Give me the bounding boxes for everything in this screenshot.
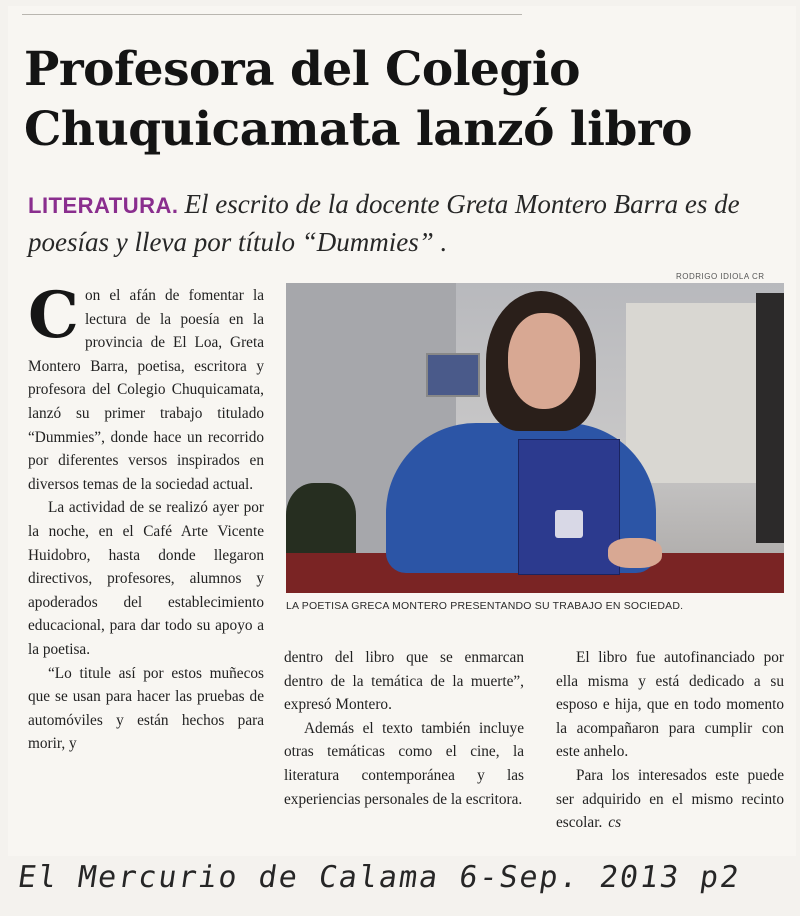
photo-caption: LA POETISA GRECA MONTERO PRESENTANDO SU TRABAJO EN SOCIEDAD. xyxy=(286,600,684,612)
col1-p1-text: on el afán de fomentar la lectura de la poesía en la provincia de El Loa, Greta Montero Barra, poetisa, escritora y profesora del Colegio Chuquicamata, lanzó su primer trabajo titulado “Dummies”, donde hace un recorrido por diferentes versos inspirados en diversos temas de la sociedad actual. xyxy=(28,287,264,493)
dropcap: C xyxy=(28,278,79,353)
column-2 xyxy=(284,646,524,811)
column-3 xyxy=(556,646,784,835)
photo-person-face xyxy=(508,313,580,409)
photo-window xyxy=(626,303,776,483)
deck-text: El escrito de la docente Greta Montero Barra es de poesías y lleva por título “Dummies” . xyxy=(28,189,740,257)
author-initials: cs xyxy=(608,814,622,832)
col3-paragraph-2 xyxy=(556,764,784,835)
col1-paragraph-3: “Lo titule así por estos muñecos que se usan para hacer las pruebas de automóviles y están hechos para morir, y xyxy=(28,664,264,753)
deck xyxy=(28,186,788,261)
top-rule xyxy=(22,14,522,15)
col3-paragraph-1: El libro fue autofinanciado por ella misma y está dedicado a su esposo e hija, que en todo momento la acompañaron para cumplir con este anhelo. xyxy=(556,649,784,761)
photo-credit: RODRIGO IDIOLA CR xyxy=(676,272,765,281)
section-kicker: LITERATURA. xyxy=(28,193,179,218)
headline: Profesora del Colegio Chuquicamata lanzó libro xyxy=(24,42,692,157)
article-photo xyxy=(286,283,784,593)
photo-book-emblem xyxy=(555,510,583,538)
handwritten-source-note: El Mercurio de Calama 6-Sep. 2013 p2 xyxy=(15,860,743,895)
photo-book xyxy=(518,439,620,575)
column-1 xyxy=(28,278,264,756)
photo-column xyxy=(756,293,784,543)
col1-paragraph-1 xyxy=(28,278,264,496)
photo-wall-frame xyxy=(426,353,480,397)
col1-paragraph-2: La actividad de se realizó ayer por la noche, en el Café Arte Vicente Huidobro, hasta donde llegaron directivos, profesores, alumnos y apoderados del establecimiento educacional, para dar todo su apoyo a la poetisa. xyxy=(28,499,264,658)
photo-person-hand xyxy=(608,538,662,568)
col2-paragraph-2: Además el texto también incluye otras temáticas como el cine, la literatura contemporánea y las experiencias personales de la escritora. xyxy=(284,719,524,808)
col2-paragraph-1: dentro del libro que se enmarcan dentro de la temática de la muerte”, expresó Montero. xyxy=(284,649,524,714)
col3-p2-text: Para los interesados este puede ser adquirido en el mismo recinto escolar. xyxy=(556,766,784,832)
photo-plant xyxy=(286,483,356,563)
